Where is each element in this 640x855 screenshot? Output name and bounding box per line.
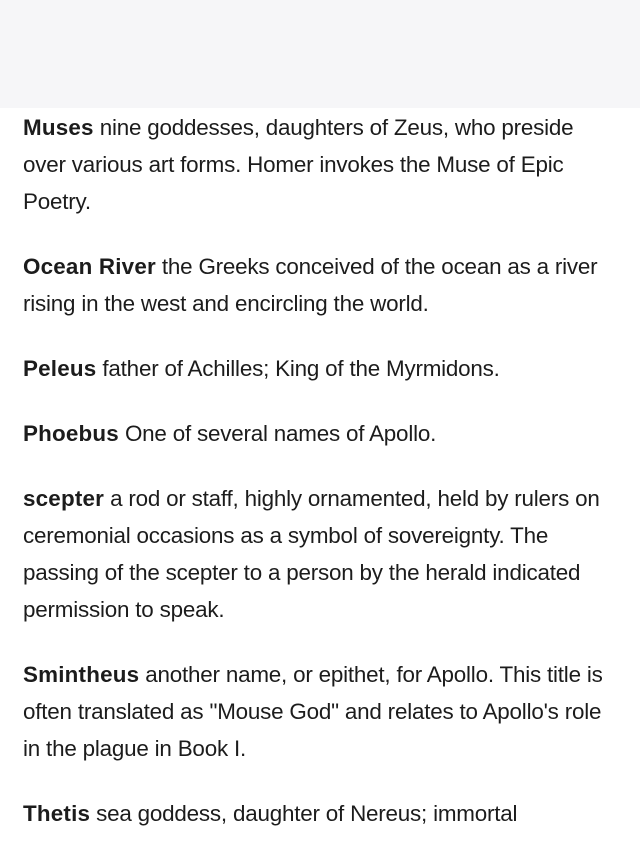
glossary-term: Thetis [23,801,91,826]
glossary-definition: father of Achilles; King of the Myrmidons. [102,356,500,381]
glossary-definition: another name, or epithet, for Apollo. This title is often translated as "Mouse God" and relates to Apollo's role in the plague in Book I. [23,662,603,761]
glossary-term: Muses [23,115,94,140]
glossary-definition: nine goddesses, daughters of Zeus, who preside over various art forms. Homer invokes the Muse of Epic Poetry. [23,115,574,214]
glossary-entry-muses [23,108,616,220]
glossary-definition: One of several names of Apollo. [124,421,437,446]
glossary-entry-phoebus [23,415,616,452]
glossary-term: Smintheus [23,662,140,687]
glossary-term: Peleus [23,356,97,381]
glossary-definition: sea goddess, daughter of Nereus; immortal [96,801,518,826]
glossary-entry-ocean-river [23,248,616,322]
top-band [0,0,640,108]
glossary-entry-smintheus [23,656,616,767]
glossary-entry-thetis [23,795,616,832]
glossary-term: Ocean River [23,254,156,279]
glossary-entry-peleus [23,350,616,387]
glossary-list [0,108,640,855]
glossary-term: Phoebus [23,421,119,446]
glossary-definition: a rod or staff, highly ornamented, held by rulers on ceremonial occasions as a symbol of sovereignty. The passing of the scepter to a person by the herald indicated permission to speak. [23,486,600,622]
glossary-term: scepter [23,486,105,511]
glossary-definition: the Greeks conceived of the ocean as a river rising in the west and encircling the world. [23,254,598,316]
glossary-entry-scepter [23,480,616,628]
